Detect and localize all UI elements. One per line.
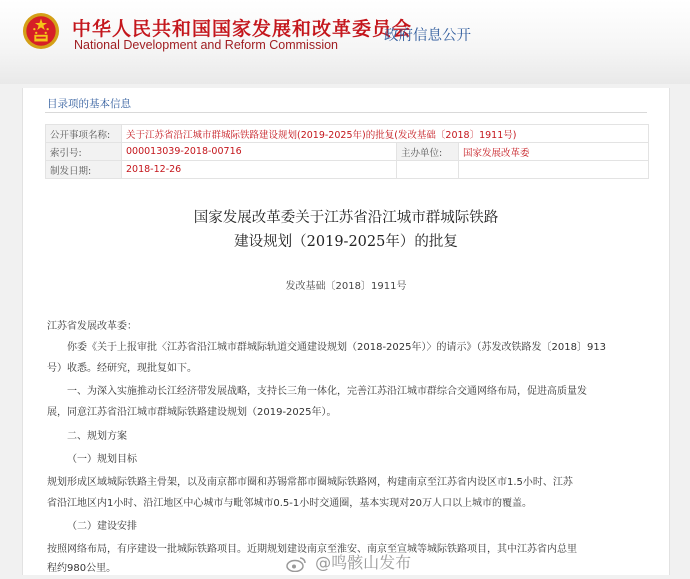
doc-number: 发改基础〔2018〕1911号 bbox=[285, 281, 407, 292]
para4-line1: 按照网络布局，有序建设一批城际铁路项目。近期规划建设南京至淮安、南京至宣城等城际铁路项目，其中江苏省内总里 bbox=[47, 544, 577, 555]
date-label: 制发日期: bbox=[46, 161, 122, 179]
para1-line1: 你委《关于上报审批〈江苏省沿江城市群城际轨道交通建设规划（2018-2025年）〉的请示》（苏发改铁路发〔2018〕913 bbox=[67, 342, 607, 353]
table-row bbox=[46, 125, 649, 143]
content-panel bbox=[22, 88, 670, 575]
para2-line1: 一、为深入实施推动长江经济带发展战略，支持长三角一体化，完善江苏沿江城市群综合交通网络布局，促进高质量发 bbox=[67, 386, 587, 397]
para1-line2: 号）收悉。经研究，现批复如下。 bbox=[47, 363, 197, 374]
table-row bbox=[46, 143, 649, 161]
watermark-text: @鸣骸山发布 bbox=[315, 553, 412, 572]
unit-label: 主办单位: bbox=[397, 143, 459, 161]
doc-title-line2: 建设规划（2019-2025年）的批复 bbox=[234, 234, 458, 250]
index-label: 索引号: bbox=[46, 143, 122, 161]
salutation: 江苏省发展改革委： bbox=[47, 321, 137, 332]
national-emblem-icon bbox=[22, 12, 60, 50]
site-name-en: National Development and Reform Commission bbox=[74, 38, 339, 52]
sub2-heading: （二）建设安排 bbox=[67, 521, 137, 532]
para2-line2: 展，同意江苏省沿江城市群城际铁路建设规划（2019-2025年）。 bbox=[47, 407, 337, 418]
gov-info-link[interactable]: 政府信息公开 bbox=[384, 28, 471, 44]
site-name-cn: 中华人民共和国国家发展和改革委员会 bbox=[72, 18, 413, 40]
meta-divider bbox=[45, 112, 647, 113]
empty-cell bbox=[459, 161, 649, 179]
doc-title-line1: 国家发展改革委关于江苏省沿江城市群城际铁路 bbox=[193, 210, 499, 226]
watermark bbox=[286, 550, 411, 573]
weibo-logo-icon bbox=[286, 556, 306, 572]
meta-table bbox=[45, 124, 649, 179]
para3-line2: 省沿江地区内1小时、沿江地区中心城市与毗邻城市0.5-1小时交通圈，基本实现对20万人口以上城市的覆盖。 bbox=[47, 498, 532, 509]
sub1-heading: （一）规划目标 bbox=[67, 454, 137, 465]
index-value: 000013039-2018-00716 bbox=[122, 143, 397, 161]
table-row bbox=[46, 161, 649, 179]
site-header bbox=[0, 0, 690, 84]
meta-section-title: 目录项的基本信息 bbox=[47, 98, 131, 110]
unit-value: 国家发展改革委 bbox=[459, 143, 649, 161]
public-title-label: 公开事项名称: bbox=[46, 125, 122, 143]
public-title-value: 关于江苏省沿江城市群城际铁路建设规划(2019-2025年)的批复(发改基础〔2018〕1911号) bbox=[122, 125, 649, 143]
para3-line1: 规划形成区域城际铁路主骨架，以及南京都市圈和苏锡常都市圈城际铁路网，构建南京至江苏省内设区市1.5小时、江苏 bbox=[47, 477, 573, 488]
section2-heading: 二、规划方案 bbox=[67, 431, 127, 442]
para4-line2: 程约980公里。 bbox=[47, 563, 117, 574]
date-value: 2018-12-26 bbox=[122, 161, 397, 179]
empty-cell bbox=[397, 161, 459, 179]
